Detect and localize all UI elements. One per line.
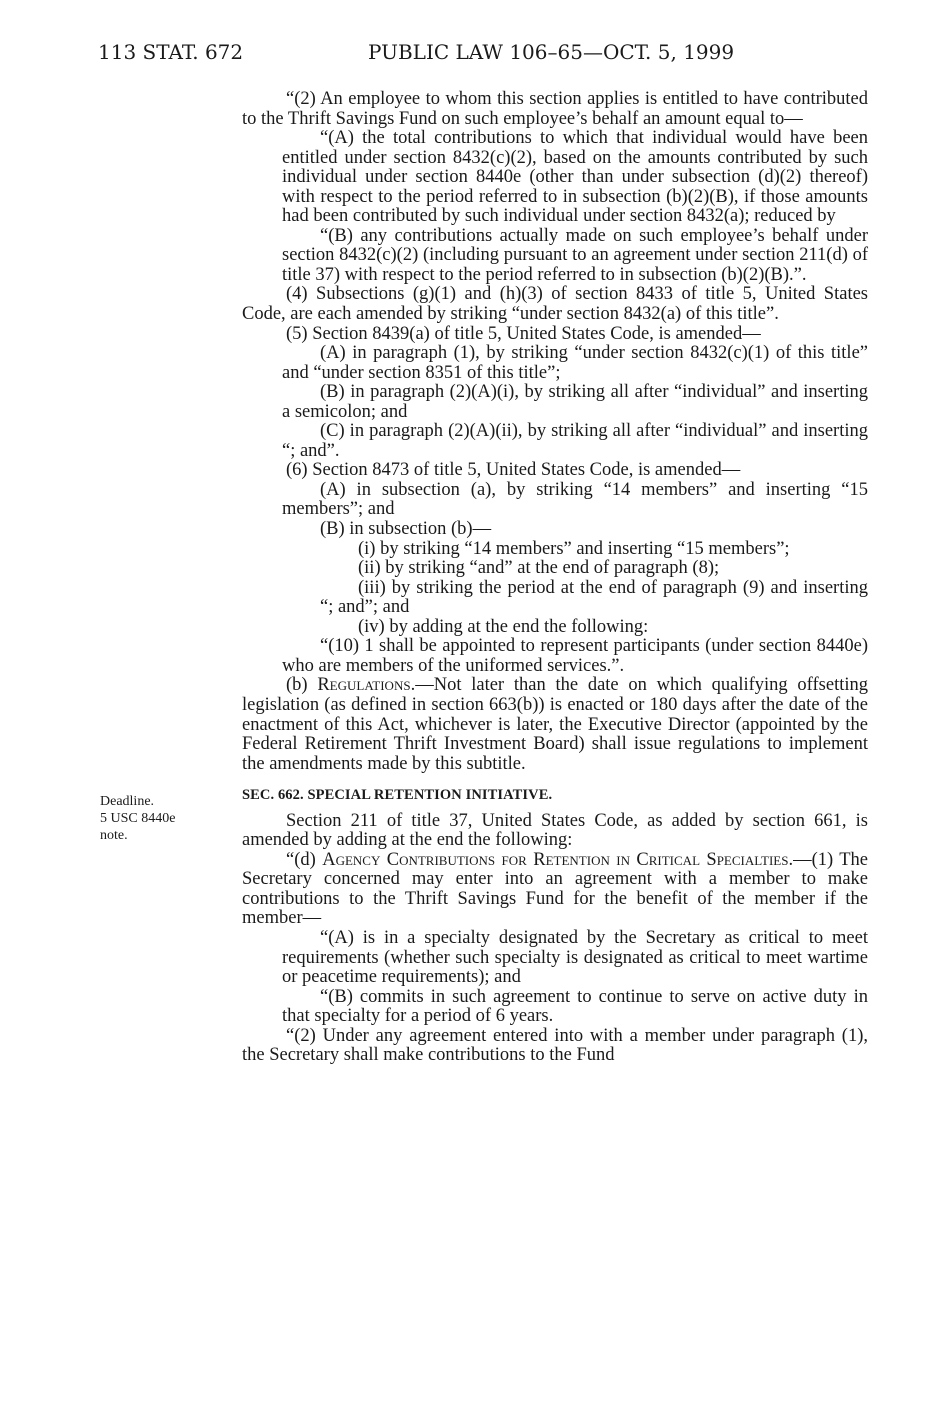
margin-note-usc: 5 USC 8440e <box>100 811 176 826</box>
paragraph-d-2-agreement: “(2) Under any agreement entered into with a member under paragraph (1), the Secretary shall make contributions to the Fund <box>242 1025 868 1066</box>
paragraph-d-agency-contributions <box>242 851 868 929</box>
paragraph-b-contributions-made: “(B) any contributions actually made on such employee’s behalf under section 8432(c)(2) (including pursuant to an agreement under section 211(d) of title 37) with respect to the period referred to in subsection (b)(2)(B).”. <box>282 225 868 285</box>
regulations-prefix: (b) <box>286 675 318 696</box>
d-text: .—(1) The Secretary concerned may enter into an agreement with a member to make contributions to the Thrift Savings Fund for the benefit of the member if the member— <box>242 849 868 929</box>
paragraph-employee-entitlement: “(2) An employee to whom this section applies is entitled to have contributed to the Thrift Savings Fund on such employee’s behalf an amount equal to— <box>242 89 868 129</box>
statute-page-number: 113 STAT. 672 <box>98 40 244 64</box>
page-header <box>0 40 949 70</box>
paragraph-4-subsections: (4) Subsections (g)(1) and (h)(3) of section 8433 of title 5, United States Code, are each amended by striking “under section 8432(a) of this title”. <box>242 284 868 325</box>
paragraph-5a: (A) in paragraph (1), by striking “under section 8432(c)(1) of this title” and “under section 8351 of this title”; <box>282 343 868 383</box>
paragraph-6b-iii: (iii) by striking the period at the end of paragraph (9) and inserting “; and”; and <box>320 577 868 618</box>
section-heading: SEC. 662. SPECIAL RETENTION INITIATIVE. <box>242 787 553 804</box>
d-heading: Agency Contributions for Retention in Critical Specialties <box>322 849 789 870</box>
document-body <box>242 90 868 1066</box>
paragraph-6b: (B) in subsection (b)— <box>320 519 492 540</box>
paragraph-6b-ii: (ii) by striking “and” at the end of paragraph (8); <box>358 558 720 579</box>
paragraph-6b-i: (i) by striking “14 members” and inserting “15 members”; <box>358 538 790 559</box>
paragraph-5b: (B) in paragraph (2)(A)(i), by striking all after “individual” and inserting a semicolon; and <box>282 382 868 422</box>
paragraph-regulations <box>242 676 868 774</box>
section-intro: Section 211 of title 37, United States Code, as added by section 661, is amended by adding at the end the following: <box>242 810 868 851</box>
paragraph-6-section-8473: (6) Section 8473 of title 5, United States Code, is amended— <box>286 460 741 481</box>
paragraph-5c: (C) in paragraph (2)(A)(ii), by striking all after “individual” and inserting “; and”. <box>282 421 868 461</box>
d-prefix: “(d) <box>286 849 323 870</box>
margin-note <box>100 793 220 844</box>
public-law-citation: PUBLIC LAW 106–65—OCT. 5, 1999 <box>368 40 735 64</box>
paragraph-10-participants: “(10) 1 shall be appointed to represent participants (under section 8440e) who are members of the uniformed services.”. <box>282 636 868 676</box>
paragraph-d-a-specialty: “(A) is in a specialty designated by the Secretary as critical to meet requirements (whether such specialty is designated as critical to meet wartime or peacetime requirements); and <box>282 927 868 988</box>
paragraph-6a: (A) in subsection (a), by striking “14 members” and inserting “15 members”; and <box>282 479 868 520</box>
paragraph-6b-iv: (iv) by adding at the end the following: <box>358 616 649 637</box>
paragraph-a-total-contributions: “(A) the total contributions to which that individual would have been entitled under section 8432(c)(2), based on the amounts contributed by such individual under section 8440e (other than under subsection (d)(2) thereof) with respect to the period referred to in subsection (b)(2)(B), if those amounts had been contributed by such individual under section 8432(a); reduced by <box>282 128 868 227</box>
paragraph-5-section-8439: (5) Section 8439(a) of title 5, United States Code, is amended— <box>286 323 761 344</box>
margin-note-deadline: Deadline. <box>100 794 155 809</box>
regulations-heading: Regulations <box>317 675 411 696</box>
margin-note-note: note. <box>100 828 128 843</box>
regulations-text: .—Not later than the date on which qualifying offsetting legislation (as defined in section 663(b)) is enacted or 180 days after the date of the enactment of this Act, whichever is later, the Executive Director (appointed by the Federal Retirement Thrift Investment Board) shall issue regulations to implement the amendments made by this subtitle. <box>242 675 868 774</box>
paragraph-d-b-commits: “(B) commits in such agreement to continue to serve on active duty in that specialty for a period of 6 years. <box>282 986 868 1027</box>
